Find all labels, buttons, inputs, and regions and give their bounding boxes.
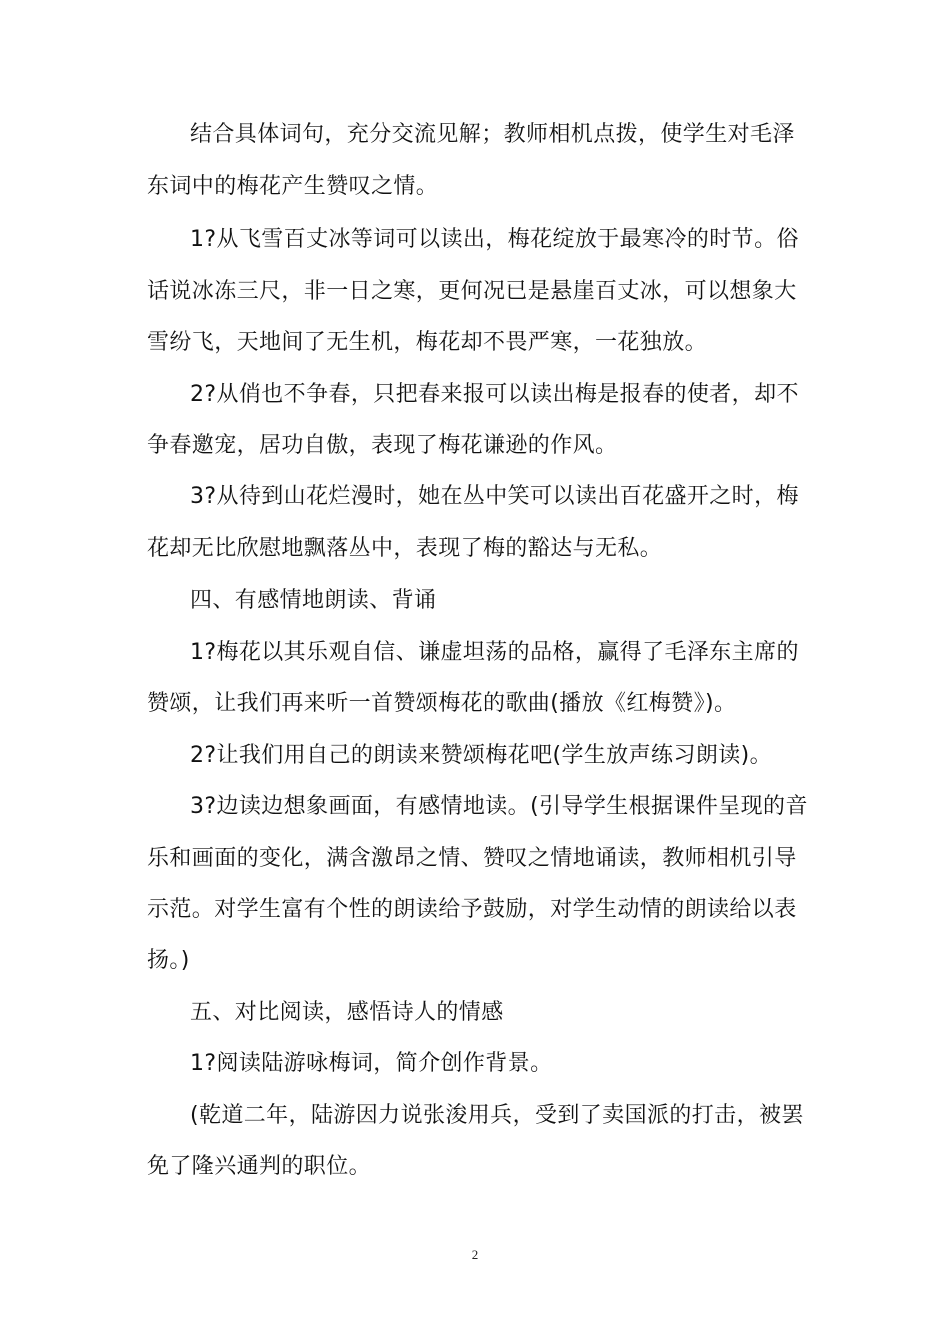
text-line: 2?从俏也不争春，只把春来报可以读出梅是报春的使者，却不 [190,382,799,407]
text-line: 免了隆兴通判的职位。 [147,1154,372,1179]
section-heading: 四、有感情地朗读、背诵 [190,588,437,613]
text-line: 东词中的梅花产生赞叹之情。 [147,174,439,199]
text-line: (乾道二年，陆游因力说张浚用兵，受到了卖国派的打击，被罢 [190,1103,804,1128]
text-line: 争春邀宠，居功自傲，表现了梅花谦逊的作风。 [147,433,618,458]
text-line: 赞颂，让我们再来听一首赞颂梅花的歌曲(播放《红梅赞》)。 [147,691,737,716]
text-line: 结合具体词句，充分交流见解；教师相机点拨，使学生对毛泽 [190,122,795,147]
text-line: 1?梅花以其乐观自信、谦虚坦荡的品格，赢得了毛泽东主席的 [190,640,799,665]
text-line: 3?边读边想象画面，有感情地读。(引导学生根据课件呈现的音 [190,794,808,819]
text-line: 话说冰冻三尺，非一日之寒，更何况已是悬崖百丈冰，可以想象大 [147,279,797,304]
text-line: 示范。对学生富有个性的朗读给予鼓励，对学生动情的朗读给以表 [147,897,797,922]
section-heading: 五、对比阅读，感悟诗人的情感 [190,1000,504,1025]
text-line: 雪纷飞，天地间了无生机，梅花却不畏严寒，一花独放。 [147,330,708,355]
text-line: 3?从待到山花烂漫时，她在丛中笑可以读出百花盛开之时，梅 [190,484,799,509]
text-line: 1?从飞雪百丈冰等词可以读出，梅花绽放于最寒冷的时节。俗 [190,227,799,252]
text-line: 2?让我们用自己的朗读来赞颂梅花吧(学生放声练习朗读)。 [190,743,773,768]
page-number: 2 [471,1247,479,1262]
text-line: 花却无比欣慰地飘落丛中，表现了梅的豁达与无私。 [147,536,663,561]
text-line: 1?阅读陆游咏梅词，简介创作背景。 [190,1051,553,1076]
text-line: 扬。) [147,948,190,973]
text-line: 乐和画面的变化，满含激昂之情、赞叹之情地诵读，教师相机引导 [147,846,797,871]
